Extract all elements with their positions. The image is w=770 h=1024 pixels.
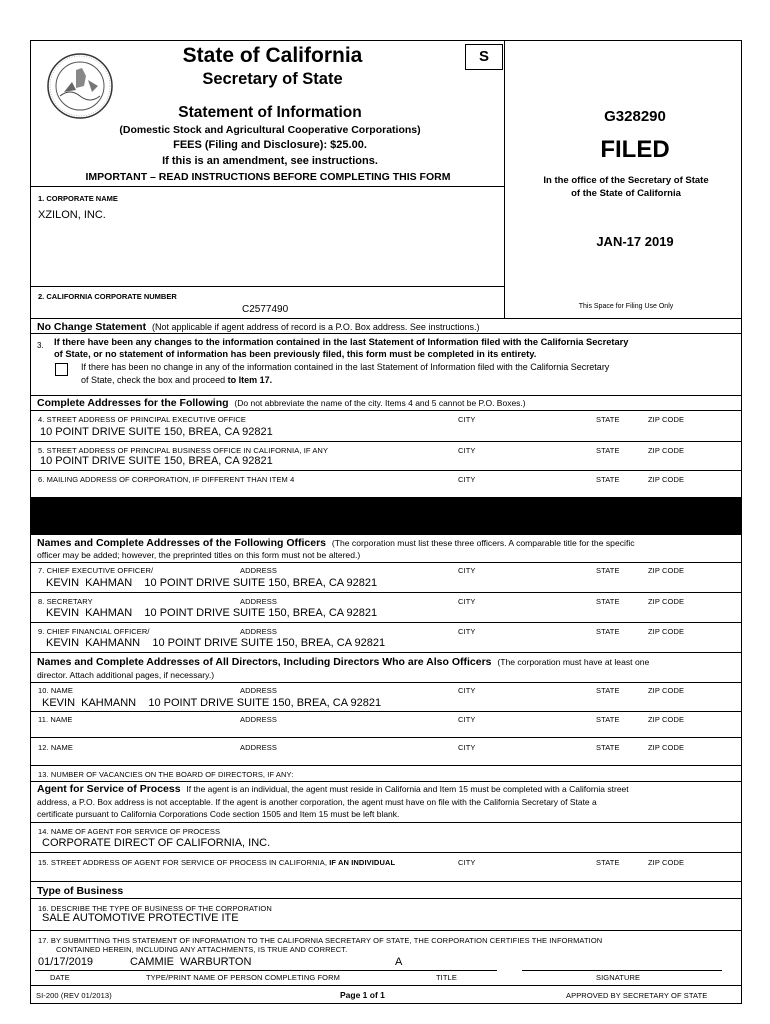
item8-bottom-line <box>30 622 742 623</box>
item10-value[interactable]: KEVIN KAHMANN 10 POINT DRIVE SUITE 150, BREA, CA 92821 <box>42 697 382 709</box>
item5-state-label: STATE <box>596 446 620 455</box>
item15-bottom-line <box>30 881 742 882</box>
item12-address-label: ADDRESS <box>240 743 277 752</box>
item8-city-label: CITY <box>458 597 476 606</box>
item12-city-label: CITY <box>458 743 476 752</box>
item3-line1: If there have been any changes to the information contained in the last Statement of Information filed with the California Secretary <box>54 337 629 347</box>
directors-note: (The corporation must have at least one <box>497 657 650 667</box>
items-right-divider <box>504 186 505 318</box>
no-change-title: No Change Statement <box>37 321 147 333</box>
item8-state-label: STATE <box>596 597 620 606</box>
item9-state-label: STATE <box>596 627 620 636</box>
item11-address-label: ADDRESS <box>240 715 277 724</box>
page-number: Page 1 of 1 <box>340 990 385 1000</box>
agent-line2: address, a P.O. Box address is not acceptable. If the agent is another corporation, the agent must have on file with the California Secretary of State a <box>37 797 597 807</box>
no-change-bottom-line <box>30 395 742 396</box>
important-line: IMPORTANT – READ INSTRUCTIONS BEFORE COMPLETING THIS FORM <box>85 171 451 183</box>
addresses-title: Complete Addresses for the Following <box>37 397 229 409</box>
item14-value[interactable]: CORPORATE DIRECT OF CALIFORNIA, INC. <box>42 837 271 849</box>
item10-city-label: CITY <box>458 686 476 695</box>
fees-line: FEES (Filing and Disclosure): $25.00. <box>173 139 367 151</box>
item16-bottom-line <box>30 930 742 931</box>
item15-state-label: STATE <box>596 858 620 867</box>
item10-zip-label: ZIP CODE <box>648 686 685 695</box>
filing-status: FILED <box>600 136 670 163</box>
no-change-note: (Not applicable if agent address of record is a P.O. Box address. See instructions.) <box>151 322 480 332</box>
agent-line3: certificate pursuant to California Corporations Code section 1505 and Item 15 must be left blank. <box>37 809 400 819</box>
amendment-line: If this is an amendment, see instructions. <box>162 155 378 167</box>
filing-space-note: This Space for Filing Use Only <box>578 303 674 310</box>
officers-note2: officer may be added; however, the preprinted titles on this form must not be altered.) <box>37 550 361 560</box>
signature-title-value[interactable]: A <box>395 956 403 968</box>
item9-value[interactable]: KEVIN KAHMANN 10 POINT DRIVE SUITE 150, BREA, CA 92821 <box>46 637 386 649</box>
form-subtitle: Secretary of State <box>202 70 343 88</box>
redacted-bar <box>30 497 742 535</box>
business-heading: Type of Business <box>37 885 124 897</box>
item17-line2: CONTAINED HEREIN, INCLUDING ANY ATTACHMENTS, IS TRUE AND CORRECT. <box>56 945 348 954</box>
filing-office-line1: In the office of the Secretary of State <box>543 175 709 186</box>
addresses-heading-line <box>30 410 742 411</box>
item4-zip-label: ZIP CODE <box>648 415 685 424</box>
item2-value[interactable]: C2577490 <box>242 304 289 315</box>
item7-value[interactable]: KEVIN KAHMAN 10 POINT DRIVE SUITE 150, BREA, CA 92821 <box>46 577 378 589</box>
item15-zip-label: ZIP CODE <box>648 858 685 867</box>
signature-label: SIGNATURE <box>596 973 641 982</box>
item9-label: 9. CHIEF FINANCIAL OFFICER/ <box>38 627 150 636</box>
agent-heading-line <box>30 822 742 823</box>
item5-zip-label: ZIP CODE <box>648 446 685 455</box>
item5-value[interactable]: 10 POINT DRIVE SUITE 150, BREA, CA 92821 <box>40 455 273 467</box>
item7-city-label: CITY <box>458 566 476 575</box>
form-letter-box: S <box>465 44 503 70</box>
item6-state-label: STATE <box>596 475 620 484</box>
agent-heading <box>37 783 629 795</box>
item6-zip-label: ZIP CODE <box>648 475 685 484</box>
header-bottom-line <box>30 186 504 187</box>
item17-line1: 17. BY SUBMITTING THIS STATEMENT OF INFORMATION TO THE CALIFORNIA SECRETARY OF STATE, THE CORPORATION CERTIFIES THE INFORMATION <box>38 936 603 945</box>
signature-date-value[interactable]: 01/17/2019 <box>38 956 94 968</box>
no-change-heading <box>37 321 479 333</box>
item11-zip-label: ZIP CODE <box>648 715 685 724</box>
item11-city-label: CITY <box>458 715 476 724</box>
item1-label: 1. CORPORATE NAME <box>38 194 118 203</box>
item6-city-label: CITY <box>458 475 476 484</box>
item9-zip-label: ZIP CODE <box>648 627 685 636</box>
form-title: State of California <box>182 44 363 67</box>
item15-label-bold: IF AN INDIVIDUAL <box>329 858 396 867</box>
state-seal-icon <box>46 52 114 120</box>
item4-value[interactable]: 10 POINT DRIVE SUITE 150, BREA, CA 92821 <box>40 426 273 438</box>
item11-label: 11. NAME <box>38 715 73 724</box>
item8-label: 8. SECRETARY <box>38 597 93 606</box>
item16-value[interactable]: SALE AUTOMOTIVE PROTECTIVE ITE <box>42 912 239 924</box>
item7-address-label: ADDRESS <box>240 566 277 575</box>
item12-zip-label: ZIP CODE <box>648 743 685 752</box>
item4-state-label: STATE <box>596 415 620 424</box>
item2-label: 2. CALIFORNIA CORPORATE NUMBER <box>38 292 177 301</box>
form-id: SI-200 (REV 01/2013) <box>36 991 112 1000</box>
agent-line1: If the agent is an individual, the agent must reside in California and Item 15 must be completed with a California street <box>186 784 629 794</box>
item16-label: 16. DESCRIBE THE TYPE OF BUSINESS OF THE CORPORATION <box>38 904 272 913</box>
officers-title: Names and Complete Addresses of the Following Officers <box>37 537 327 549</box>
item7-label: 7. CHIEF EXECUTIVE OFFICER/ <box>38 566 154 575</box>
officers-note: (The corporation must list these three officers. A comparable title for the specific <box>331 538 635 548</box>
item7-bottom-line <box>30 592 742 593</box>
business-heading-line <box>30 898 742 899</box>
no-change-checkbox[interactable] <box>55 363 68 376</box>
item14-label: 14. NAME OF AGENT FOR SERVICE OF PROCESS <box>38 827 221 836</box>
directors-note2: director. Attach additional pages, if necessary.) <box>37 670 215 680</box>
certify-bottom-line <box>30 985 742 986</box>
item11-state-label: STATE <box>596 715 620 724</box>
item3-check-line2-text: of State, check the box and proceed <box>81 375 228 385</box>
statement-title: Statement of Information <box>178 104 362 121</box>
item14-bottom-line <box>30 852 742 853</box>
directors-heading <box>37 656 649 668</box>
directors-title: Names and Complete Addresses of All Directors, Including Directors Who are Also Officers <box>37 656 492 668</box>
filing-date: JAN-17 2019 <box>596 234 674 249</box>
item12-label: 12. NAME <box>38 743 73 752</box>
item8-value[interactable]: KEVIN KAHMAN 10 POINT DRIVE SUITE 150, BREA, CA 92821 <box>46 607 378 619</box>
item13-bottom-line <box>30 781 742 782</box>
title-label: TITLE <box>436 973 457 982</box>
item9-city-label: CITY <box>458 627 476 636</box>
item9-address-label: ADDRESS <box>240 627 277 636</box>
item3-number: 3. <box>37 341 44 350</box>
item7-zip-label: ZIP CODE <box>648 566 685 575</box>
approved-note: APPROVED BY SECRETARY OF STATE <box>566 991 708 1000</box>
filing-office-line2: of the State of California <box>571 188 681 199</box>
item3-line2: of State, or no statement of information has been previously filed, this form must be completed in its entirety. <box>54 349 537 359</box>
item15-label <box>38 858 395 867</box>
item12-state-label: STATE <box>596 743 620 752</box>
addresses-note: (Do not abbreviate the name of the city. Items 4 and 5 cannot be P.O. Boxes.) <box>234 398 526 408</box>
filing-number: G328290 <box>604 108 666 125</box>
item1-bottom-line <box>30 286 504 287</box>
item3-check-line1: If there has been no change in any of the information contained in the last Statement of Information filed with the California Secretary <box>81 362 610 372</box>
no-change-heading-line <box>30 333 742 334</box>
date-label: DATE <box>50 973 70 982</box>
item13-label: 13. NUMBER OF VACANCIES ON THE BOARD OF DIRECTORS, IF ANY: <box>38 770 294 779</box>
item5-city-label: CITY <box>458 446 476 455</box>
corp-type: (Domestic Stock and Agricultural Cooperative Corporations) <box>119 124 421 136</box>
item6-label: 6. MAILING ADDRESS OF CORPORATION, IF DIFFERENT THAN ITEM 4 <box>38 475 295 484</box>
item10-state-label: STATE <box>596 686 620 695</box>
officers-heading-line <box>30 562 742 563</box>
item8-zip-label: ZIP CODE <box>648 597 685 606</box>
directors-heading-line <box>30 682 742 683</box>
item10-address-label: ADDRESS <box>240 686 277 695</box>
item7-state-label: STATE <box>596 566 620 575</box>
item5-label: 5. STREET ADDRESS OF PRINCIPAL BUSINESS OFFICE IN CALIFORNIA, IF ANY <box>38 446 329 455</box>
item3-check-line2 <box>81 375 272 385</box>
item4-city-label: CITY <box>458 415 476 424</box>
item10-label: 10. NAME <box>38 686 73 695</box>
signature-line-right <box>522 970 722 971</box>
item3-check-line2-bold: to Item 17. <box>227 375 273 385</box>
item2-bottom-line <box>30 318 742 319</box>
item5-bottom-line <box>30 470 742 471</box>
agent-title: Agent for Service of Process <box>37 783 181 795</box>
name-label: TYPE/PRINT NAME OF PERSON COMPLETING FORM <box>146 973 340 982</box>
item9-bottom-line <box>30 652 742 653</box>
item15-label-text: 15. STREET ADDRESS OF AGENT FOR SERVICE OF PROCESS IN CALIFORNIA, <box>38 858 330 867</box>
item4-bottom-line <box>30 441 742 442</box>
officers-heading <box>37 537 635 549</box>
item10-bottom-line <box>30 711 742 712</box>
item1-value[interactable]: XZILON, INC. <box>38 209 106 221</box>
header-divider <box>504 40 505 186</box>
item4-label: 4. STREET ADDRESS OF PRINCIPAL EXECUTIVE OFFICE <box>38 415 246 424</box>
addresses-heading <box>37 397 526 409</box>
item11-bottom-line <box>30 737 742 738</box>
item12-bottom-line <box>30 765 742 766</box>
signature-name-value[interactable]: CAMMIE WARBURTON <box>130 956 252 968</box>
item8-address-label: ADDRESS <box>240 597 277 606</box>
signature-line-left <box>35 970 497 971</box>
item15-city-label: CITY <box>458 858 476 867</box>
